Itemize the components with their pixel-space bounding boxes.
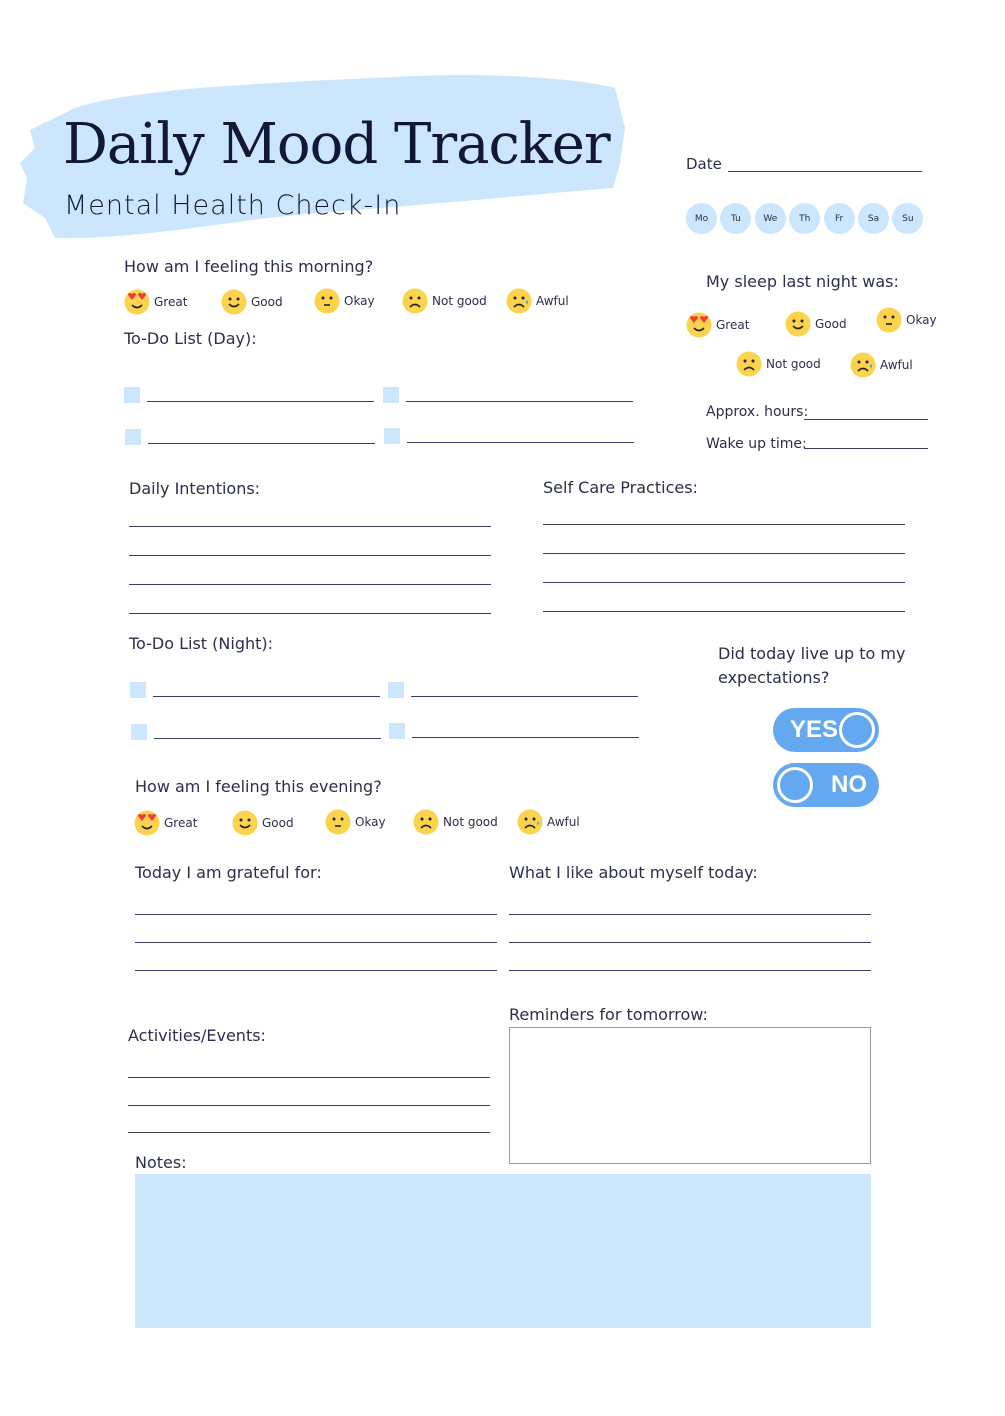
m-moods-option-okay[interactable] <box>314 288 375 314</box>
no-label: NO <box>831 771 867 798</box>
wake-up-field[interactable] <box>804 448 928 449</box>
writing-line[interactable] <box>543 524 905 525</box>
neutral-emoji-icon <box>325 809 351 835</box>
neutral-emoji-icon <box>876 307 902 333</box>
todo-checkbox[interactable] <box>124 387 140 403</box>
todo-checkbox[interactable] <box>131 724 147 740</box>
todo-night-title: To-Do List (Night): <box>129 634 274 653</box>
m-moods-option-awful[interactable] <box>506 288 569 314</box>
e-moods-option-great[interactable] <box>134 810 197 836</box>
crying-emoji-icon <box>850 352 876 378</box>
mood-label: Okay <box>344 294 375 308</box>
page-subtitle: Mental Health Check-In <box>64 190 402 221</box>
mood-label: Good <box>815 317 847 331</box>
todo-line[interactable] <box>411 696 638 697</box>
e-moods-option-awful[interactable] <box>517 809 580 835</box>
mood-label: Good <box>251 295 283 309</box>
wake-up-label: Wake up time: <box>706 436 807 452</box>
heart-eyes-emoji-icon <box>134 810 160 836</box>
writing-line[interactable] <box>128 1077 490 1078</box>
writing-line[interactable] <box>135 914 497 915</box>
day-tu[interactable]: Tu <box>720 203 751 234</box>
writing-line[interactable] <box>543 553 905 554</box>
s-moods-option-great[interactable] <box>686 312 749 338</box>
writing-line[interactable] <box>135 970 497 971</box>
s-moods-option-good[interactable] <box>785 311 847 337</box>
approx-hours-label: Approx. hours: <box>706 404 809 420</box>
m-moods-option-good[interactable] <box>221 289 283 315</box>
todo-line[interactable] <box>148 443 375 444</box>
mood-label: Good <box>262 816 294 830</box>
day-sa[interactable]: Sa <box>858 203 889 234</box>
reminders-box[interactable] <box>509 1027 871 1164</box>
yes-label: YES <box>790 716 839 743</box>
todo-line[interactable] <box>406 401 633 402</box>
todo-checkbox[interactable] <box>388 682 404 698</box>
s-moods-option-awful[interactable] <box>850 352 913 378</box>
e-moods-option-not-good[interactable] <box>413 809 498 835</box>
toggle-knob <box>777 767 813 803</box>
writing-line[interactable] <box>128 1132 490 1133</box>
writing-line[interactable] <box>129 613 491 614</box>
s-moods-option-not-good[interactable] <box>736 351 821 377</box>
page-title: Daily Mood Tracker <box>63 112 610 177</box>
frown-emoji-icon <box>402 288 428 314</box>
writing-line[interactable] <box>129 584 491 585</box>
expectations-question-1: Did today live up to my <box>718 644 906 663</box>
neutral-emoji-icon <box>314 288 340 314</box>
mood-label: Great <box>154 295 188 309</box>
writing-line[interactable] <box>129 555 491 556</box>
day-th[interactable]: Th <box>789 203 820 234</box>
mood-label: Okay <box>355 815 386 829</box>
writing-line[interactable] <box>509 942 871 943</box>
self-care-title: Self Care Practices: <box>543 478 698 497</box>
m-moods-option-great[interactable] <box>124 289 187 315</box>
todo-line[interactable] <box>153 696 380 697</box>
todo-checkbox[interactable] <box>130 682 146 698</box>
toggle-knob <box>839 712 875 748</box>
grateful-title: Today I am grateful for: <box>135 863 322 882</box>
writing-line[interactable] <box>543 611 905 612</box>
date-field[interactable] <box>728 171 922 172</box>
day-su[interactable]: Su <box>892 203 923 234</box>
mood-label: Okay <box>906 313 937 327</box>
todo-line[interactable] <box>154 738 381 739</box>
morning-question: How am I feeling this morning? <box>124 257 374 276</box>
mood-label: Not good <box>766 357 821 371</box>
smile-emoji-icon <box>232 810 258 836</box>
crying-emoji-icon <box>506 288 532 314</box>
approx-hours-field[interactable] <box>804 419 928 420</box>
e-moods-option-good[interactable] <box>232 810 294 836</box>
day-we[interactable]: We <box>755 203 786 234</box>
todo-line[interactable] <box>407 442 634 443</box>
heart-eyes-emoji-icon <box>124 289 150 315</box>
frown-emoji-icon <box>736 351 762 377</box>
day-mo[interactable]: Mo <box>686 203 717 234</box>
notes-title: Notes: <box>135 1153 187 1172</box>
mood-label: Not good <box>443 815 498 829</box>
activities-title: Activities/Events: <box>128 1026 266 1045</box>
writing-line[interactable] <box>128 1105 490 1106</box>
todo-checkbox[interactable] <box>383 387 399 403</box>
evening-question: How am I feeling this evening? <box>135 777 382 796</box>
m-moods-option-not-good[interactable] <box>402 288 487 314</box>
date-label: Date <box>686 155 722 173</box>
e-moods-option-okay[interactable] <box>325 809 386 835</box>
smile-emoji-icon <box>221 289 247 315</box>
writing-line[interactable] <box>509 914 871 915</box>
yes-toggle[interactable] <box>773 708 879 752</box>
mood-label: Awful <box>880 358 913 372</box>
daily-intentions-title: Daily Intentions: <box>129 479 261 498</box>
todo-day-title: To-Do List (Day): <box>124 329 257 348</box>
sleep-title: My sleep last night was: <box>706 272 899 291</box>
writing-line[interactable] <box>135 942 497 943</box>
mood-label: Great <box>164 816 198 830</box>
expectations-question-2: expectations? <box>718 668 830 687</box>
heart-eyes-emoji-icon <box>686 312 712 338</box>
todo-line[interactable] <box>147 401 374 402</box>
writing-line[interactable] <box>543 582 905 583</box>
todo-checkbox[interactable] <box>384 428 400 444</box>
day-fr[interactable]: Fr <box>824 203 855 234</box>
mood-label: Awful <box>547 815 580 829</box>
todo-checkbox[interactable] <box>125 429 141 445</box>
like-myself-title: What I like about myself today: <box>509 863 758 882</box>
todo-line[interactable] <box>412 737 639 738</box>
notes-area[interactable] <box>135 1174 871 1328</box>
mood-label: Great <box>716 318 750 332</box>
frown-emoji-icon <box>413 809 439 835</box>
mood-label: Not good <box>432 294 487 308</box>
writing-line[interactable] <box>509 970 871 971</box>
todo-checkbox[interactable] <box>389 723 405 739</box>
smile-emoji-icon <box>785 311 811 337</box>
s-moods-option-okay[interactable] <box>876 307 937 333</box>
no-toggle[interactable] <box>773 763 879 807</box>
mood-label: Awful <box>536 294 569 308</box>
crying-emoji-icon <box>517 809 543 835</box>
writing-line[interactable] <box>129 526 491 527</box>
reminders-title: Reminders for tomorrow: <box>509 1005 708 1024</box>
